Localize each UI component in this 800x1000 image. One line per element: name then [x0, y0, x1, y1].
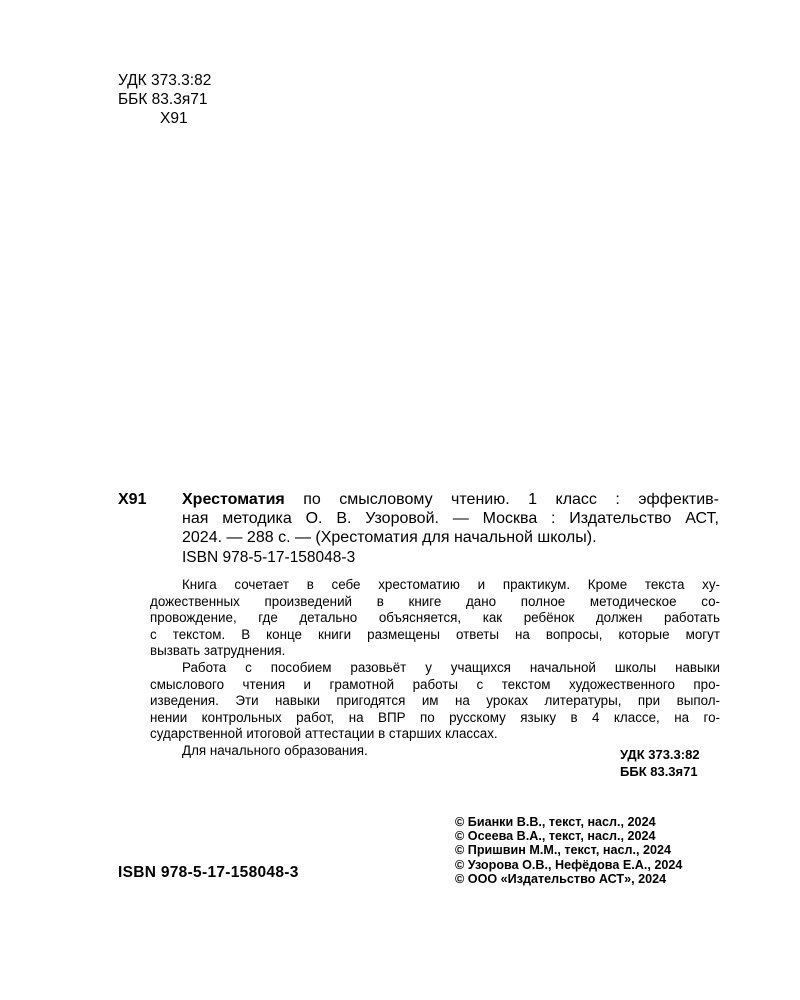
author-mark: Х91	[160, 110, 188, 127]
annotation-line: нении контрольных работ, на ВПР по русскому языку в 4 классе, на го-	[150, 709, 720, 725]
top-classification	[118, 71, 211, 128]
copyright-line: © Осеева В.А., текст, насл., 2024	[455, 829, 656, 844]
annotation-line: провождение, где детально объясняется, как ребёнок должен работать	[150, 610, 720, 626]
annotation-line: Книга сочетает в себе хрестоматию и практикум. Кроме текста ху-	[182, 577, 720, 592]
copyright-line: © Бианки В.В., текст, насл., 2024	[455, 815, 656, 829]
record-line	[182, 490, 719, 509]
udk-code-right: УДК 373.3:82	[620, 747, 700, 762]
record-line: 2024. — 288 с. — (Хрестоматия для начальной школы).	[182, 529, 597, 546]
record-title: Хрестоматия	[182, 491, 285, 508]
isbn-bottom: ISBN 978-5-17-158048-3	[118, 864, 299, 881]
copyright-line: © Узорова О.В., Нефёдова Е.А., 2024	[455, 857, 683, 872]
annotation-line: с текстом. В конце книги размещены ответы на вопросы, которые могут	[150, 626, 720, 642]
record-line-text: по смысловому чтению. 1 класс : эффектив-	[284, 491, 719, 508]
udk-code: УДК 373.3:82	[118, 72, 212, 89]
annotation-line: Работа с пособием разовьёт у учащихся начальной школы навыки	[182, 659, 720, 675]
bbk-code: ББК 83.3я71	[118, 91, 208, 108]
bibliographic-record	[182, 490, 719, 547]
bbk-code-right: ББК 83.3я71	[620, 763, 698, 779]
record-author-mark: Х91	[118, 491, 147, 508]
annotation-line: смыслового чтения и грамотной работы с текстом художественного про-	[150, 676, 720, 692]
annotation-line: изведения. Эти навыки пригодятся им на уроках литературы, при выпол-	[150, 693, 720, 709]
copyright-block	[455, 815, 682, 886]
annotation-line: сударственной итоговой аттестации в старших классах.	[150, 726, 498, 742]
annotation	[150, 577, 720, 760]
record-isbn: ISBN 978-5-17-158048-3	[182, 549, 356, 566]
annotation-line: Для начального образования.	[182, 742, 368, 758]
classification-right	[620, 747, 700, 780]
annotation-line: вызвать затруднения.	[150, 643, 286, 659]
copyright-line: © ООО «Издательство АСТ», 2024	[455, 871, 667, 886]
record-line: ная методика О. В. Узоровой. — Москва : Издательство АСТ,	[182, 510, 719, 527]
annotation-line: дожественных произведений в книге дано полное методическое со-	[150, 593, 720, 609]
copyright-line: © Пришвин М.М., текст, насл., 2024	[455, 843, 671, 858]
